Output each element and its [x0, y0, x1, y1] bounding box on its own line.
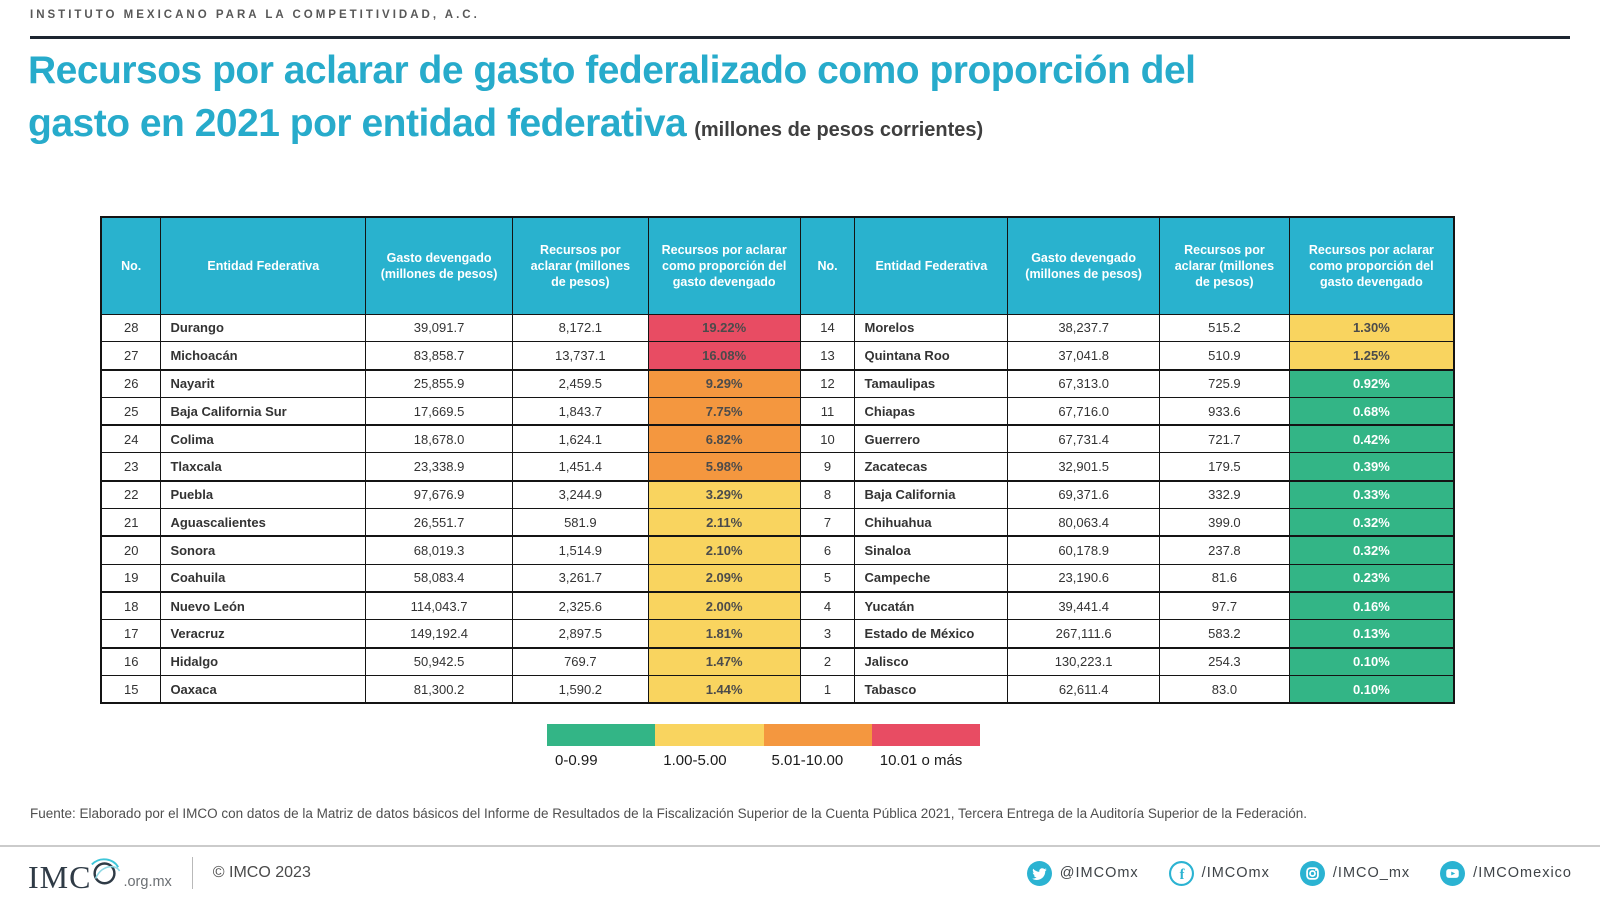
- row-recursos: 179.5: [1160, 453, 1290, 481]
- row-proporcion: 1.47%: [648, 648, 800, 676]
- color-legend: [547, 724, 980, 769]
- row-entity: Tabasco: [855, 675, 1008, 703]
- row-rank: 5: [800, 564, 855, 592]
- row-gasto: 68,019.3: [366, 536, 513, 564]
- table-row: [101, 397, 1454, 425]
- row-gasto: 38,237.7: [1008, 314, 1160, 342]
- row-entity: Tlaxcala: [161, 453, 366, 481]
- row-entity: Quintana Roo: [855, 342, 1008, 370]
- row-gasto: 26,551.7: [366, 509, 513, 537]
- row-proporcion: 0.10%: [1289, 675, 1454, 703]
- row-gasto: 67,313.0: [1008, 370, 1160, 398]
- facebook-handle[interactable]: /IMCOmx: [1201, 865, 1270, 881]
- row-proporcion: 9.29%: [648, 370, 800, 398]
- column-header-right-3: Recursos por aclarar (millones de pesos): [1160, 217, 1290, 314]
- youtube-icon: [1440, 861, 1465, 886]
- legend-label-3: 10.01 o más: [879, 752, 963, 769]
- row-rank: 2: [800, 648, 855, 676]
- row-recursos: 332.9: [1160, 481, 1290, 509]
- table-row: [101, 648, 1454, 676]
- row-proporcion: 0.32%: [1289, 536, 1454, 564]
- table-row: [101, 675, 1454, 703]
- row-gasto: 67,716.0: [1008, 397, 1160, 425]
- svg-text:f: f: [1179, 866, 1185, 883]
- row-gasto: 80,063.4: [1008, 509, 1160, 537]
- row-recursos: 581.9: [512, 509, 648, 537]
- row-gasto: 17,669.5: [366, 397, 513, 425]
- row-recursos: 2,897.5: [512, 620, 648, 648]
- row-recursos: 583.2: [1160, 620, 1290, 648]
- row-proporcion: 1.25%: [1289, 342, 1454, 370]
- row-gasto: 23,338.9: [366, 453, 513, 481]
- row-gasto: 32,901.5: [1008, 453, 1160, 481]
- title-subtitle: (millones de pesos corrientes): [694, 119, 984, 141]
- table-row: [101, 453, 1454, 481]
- social-links: [1027, 861, 1572, 886]
- row-entity: Guerrero: [855, 425, 1008, 453]
- column-header-left-0: No.: [101, 217, 161, 314]
- row-gasto: 81,300.2: [366, 675, 513, 703]
- row-gasto: 69,371.6: [1008, 481, 1160, 509]
- row-recursos: 769.7: [512, 648, 648, 676]
- row-rank: 23: [101, 453, 161, 481]
- row-proporcion: 0.23%: [1289, 564, 1454, 592]
- row-rank: 19: [101, 564, 161, 592]
- row-recursos: 83.0: [1160, 675, 1290, 703]
- row-rank: 16: [101, 648, 161, 676]
- row-entity: Yucatán: [855, 592, 1008, 620]
- table-row: [101, 481, 1454, 509]
- row-rank: 4: [800, 592, 855, 620]
- row-gasto: 267,111.6: [1008, 620, 1160, 648]
- row-recursos: 1,451.4: [512, 453, 648, 481]
- row-recursos: 1,590.2: [512, 675, 648, 703]
- row-entity: Tamaulipas: [855, 370, 1008, 398]
- row-entity: Oaxaca: [161, 675, 366, 703]
- row-recursos: 81.6: [1160, 564, 1290, 592]
- column-header-left-2: Gasto devengado (millones de pesos): [366, 217, 513, 314]
- imco-logo: [28, 855, 172, 895]
- row-entity: Aguascalientes: [161, 509, 366, 537]
- instagram-handle[interactable]: /IMCO_mx: [1332, 865, 1411, 881]
- row-recursos: 515.2: [1160, 314, 1290, 342]
- row-rank: 11: [800, 397, 855, 425]
- row-rank: 3: [800, 620, 855, 648]
- row-proporcion: 0.33%: [1289, 481, 1454, 509]
- row-proporcion: 0.16%: [1289, 592, 1454, 620]
- legend-label-0: 0-0.99: [555, 752, 598, 769]
- row-rank: 26: [101, 370, 161, 398]
- row-entity: Chihuahua: [855, 509, 1008, 537]
- column-header-right-0: No.: [800, 217, 855, 314]
- row-rank: 21: [101, 509, 161, 537]
- column-header-left-3: Recursos por aclarar (millones de pesos): [512, 217, 648, 314]
- row-proporcion: 3.29%: [648, 481, 800, 509]
- table-row: [101, 425, 1454, 453]
- row-gasto: 37,041.8: [1008, 342, 1160, 370]
- row-entity: Baja California: [855, 481, 1008, 509]
- row-rank: 18: [101, 592, 161, 620]
- row-gasto: 67,731.4: [1008, 425, 1160, 453]
- row-rank: 24: [101, 425, 161, 453]
- title-line1: Recursos por aclarar de gasto federalizado como proporción del: [28, 49, 1196, 92]
- table-row: [101, 314, 1454, 342]
- states-table: [100, 216, 1455, 704]
- table-row: [101, 620, 1454, 648]
- row-gasto: 60,178.9: [1008, 536, 1160, 564]
- row-entity: Nayarit: [161, 370, 366, 398]
- row-rank: 9: [800, 453, 855, 481]
- row-entity: Hidalgo: [161, 648, 366, 676]
- row-entity: Baja California Sur: [161, 397, 366, 425]
- row-recursos: 2,325.6: [512, 592, 648, 620]
- column-header-right-2: Gasto devengado (millones de pesos): [1008, 217, 1160, 314]
- row-recursos: 725.9: [1160, 370, 1290, 398]
- source-note: Fuente: Elaborado por el IMCO con datos de la Matriz de datos básicos del Informe de Resultados de la Fiscalización Superior de la Cuenta Pública 2021, Tercera Entrega de la Auditoría Superior de la Federación.: [30, 806, 1307, 821]
- row-rank: 14: [800, 314, 855, 342]
- row-gasto: 25,855.9: [366, 370, 513, 398]
- twitter-handle[interactable]: @IMCOmx: [1059, 865, 1139, 881]
- row-rank: 7: [800, 509, 855, 537]
- row-gasto: 50,942.5: [366, 648, 513, 676]
- row-gasto: 114,043.7: [366, 592, 513, 620]
- legend-label-1: 1.00-5.00: [663, 752, 727, 769]
- row-entity: Sonora: [161, 536, 366, 564]
- row-entity: Zacatecas: [855, 453, 1008, 481]
- row-recursos: 1,843.7: [512, 397, 648, 425]
- row-recursos: 13,737.1: [512, 342, 648, 370]
- social-youtube[interactable]: [1440, 861, 1572, 886]
- row-gasto: 97,676.9: [366, 481, 513, 509]
- header-rule: [30, 36, 1570, 39]
- row-gasto: 62,611.4: [1008, 675, 1160, 703]
- social-facebook[interactable]: [1169, 861, 1270, 886]
- row-entity: Morelos: [855, 314, 1008, 342]
- row-rank: 15: [101, 675, 161, 703]
- states-table-container: [100, 216, 1455, 704]
- row-entity: Durango: [161, 314, 366, 342]
- row-proporcion: 0.10%: [1289, 648, 1454, 676]
- row-entity: Chiapas: [855, 397, 1008, 425]
- social-instagram[interactable]: [1300, 861, 1410, 886]
- row-entity: Sinaloa: [855, 536, 1008, 564]
- row-proporcion: 16.08%: [648, 342, 800, 370]
- row-entity: Estado de México: [855, 620, 1008, 648]
- row-gasto: 149,192.4: [366, 620, 513, 648]
- row-entity: Nuevo León: [161, 592, 366, 620]
- row-proporcion: 19.22%: [648, 314, 800, 342]
- table-row: [101, 509, 1454, 537]
- row-rank: 22: [101, 481, 161, 509]
- legend-swatch-yellow: [655, 724, 763, 746]
- row-recursos: 2,459.5: [512, 370, 648, 398]
- row-recursos: 933.6: [1160, 397, 1290, 425]
- row-recursos: 1,624.1: [512, 425, 648, 453]
- row-proporcion: 2.00%: [648, 592, 800, 620]
- row-proporcion: 0.42%: [1289, 425, 1454, 453]
- facebook-icon: [1169, 861, 1194, 886]
- legend-labels: [547, 752, 980, 769]
- row-proporcion: 1.81%: [648, 620, 800, 648]
- row-rank: 6: [800, 536, 855, 564]
- imco-logo-domain: .org.mx: [123, 873, 172, 890]
- row-gasto: 39,091.7: [366, 314, 513, 342]
- row-gasto: 83,858.7: [366, 342, 513, 370]
- row-proporcion: 1.44%: [648, 675, 800, 703]
- row-entity: Michoacán: [161, 342, 366, 370]
- row-gasto: 18,678.0: [366, 425, 513, 453]
- row-rank: 13: [800, 342, 855, 370]
- row-recursos: 97.7: [1160, 592, 1290, 620]
- row-entity: Campeche: [855, 564, 1008, 592]
- legend-swatch-green: [547, 724, 655, 746]
- row-rank: 20: [101, 536, 161, 564]
- table-body: [101, 314, 1454, 703]
- row-recursos: 254.3: [1160, 648, 1290, 676]
- row-gasto: 39,441.4: [1008, 592, 1160, 620]
- row-rank: 25: [101, 397, 161, 425]
- row-proporcion: 0.68%: [1289, 397, 1454, 425]
- row-proporcion: 1.30%: [1289, 314, 1454, 342]
- row-proporcion: 2.11%: [648, 509, 800, 537]
- legend-label-2: 5.01-10.00: [771, 752, 844, 769]
- title-line2: gasto en 2021 por entidad federativa: [28, 102, 687, 145]
- row-recursos: 510.9: [1160, 342, 1290, 370]
- row-proporcion: 2.09%: [648, 564, 800, 592]
- legend-swatch-red: [872, 724, 980, 746]
- row-rank: 12: [800, 370, 855, 398]
- row-entity: Colima: [161, 425, 366, 453]
- column-header-right-1: Entidad Federativa: [855, 217, 1008, 314]
- row-proporcion: 6.82%: [648, 425, 800, 453]
- table-header: [101, 217, 1454, 314]
- row-proporcion: 5.98%: [648, 453, 800, 481]
- row-gasto: 58,083.4: [366, 564, 513, 592]
- row-gasto: 130,223.1: [1008, 648, 1160, 676]
- row-proporcion: 0.39%: [1289, 453, 1454, 481]
- row-recursos: 3,261.7: [512, 564, 648, 592]
- row-entity: Puebla: [161, 481, 366, 509]
- imco-logo-text: IMC: [28, 858, 92, 895]
- instagram-icon: [1300, 861, 1325, 886]
- page-title: [28, 44, 1573, 157]
- copyright-text: © IMCO 2023: [212, 864, 311, 881]
- table-row: [101, 370, 1454, 398]
- table-header-row: [101, 217, 1454, 314]
- row-rank: 10: [800, 425, 855, 453]
- column-header-left-1: Entidad Federativa: [161, 217, 366, 314]
- legend-color-bar: [547, 724, 980, 746]
- youtube-handle[interactable]: /IMCOmexico: [1473, 865, 1572, 881]
- row-entity: Veracruz: [161, 620, 366, 648]
- row-recursos: 3,244.9: [512, 481, 648, 509]
- row-proporcion: 2.10%: [648, 536, 800, 564]
- row-rank: 27: [101, 342, 161, 370]
- table-row: [101, 342, 1454, 370]
- row-rank: 28: [101, 314, 161, 342]
- row-proporcion: 7.75%: [648, 397, 800, 425]
- column-header-right-4: Recursos por aclarar como proporción del gasto devengado: [1289, 217, 1454, 314]
- footer-left: [28, 855, 311, 895]
- row-recursos: 1,514.9: [512, 536, 648, 564]
- imco-logo-o-icon: [89, 855, 121, 892]
- org-name: INSTITUTO MEXICANO PARA LA COMPETITIVIDAD, A.C.: [30, 9, 480, 21]
- row-recursos: 399.0: [1160, 509, 1290, 537]
- row-entity: Jalisco: [855, 648, 1008, 676]
- row-entity: Coahuila: [161, 564, 366, 592]
- column-header-left-4: Recursos por aclarar como proporción del gasto devengado: [648, 217, 800, 314]
- legend-swatch-orange: [764, 724, 872, 746]
- footer-bar: [0, 847, 1600, 899]
- table-row: [101, 564, 1454, 592]
- row-rank: 8: [800, 481, 855, 509]
- row-recursos: 721.7: [1160, 425, 1290, 453]
- social-twitter[interactable]: [1027, 861, 1139, 886]
- table-row: [101, 592, 1454, 620]
- twitter-icon: [1027, 861, 1052, 886]
- row-proporcion: 0.13%: [1289, 620, 1454, 648]
- row-rank: 17: [101, 620, 161, 648]
- footer-separator: [192, 857, 193, 889]
- row-proporcion: 0.32%: [1289, 509, 1454, 537]
- row-proporcion: 0.92%: [1289, 370, 1454, 398]
- row-rank: 1: [800, 675, 855, 703]
- row-recursos: 8,172.1: [512, 314, 648, 342]
- table-row: [101, 536, 1454, 564]
- row-gasto: 23,190.6: [1008, 564, 1160, 592]
- row-recursos: 237.8: [1160, 536, 1290, 564]
